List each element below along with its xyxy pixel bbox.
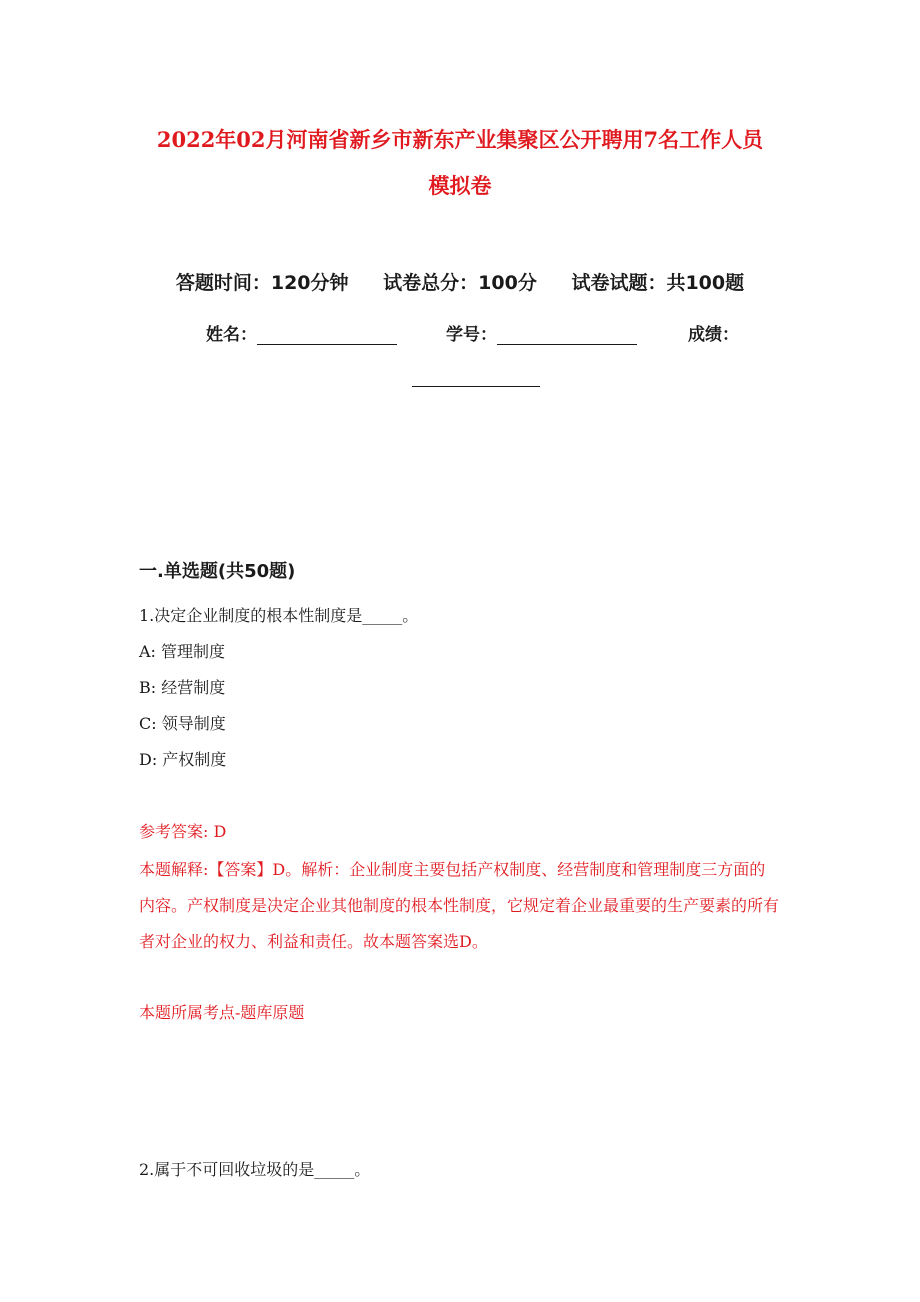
name-field [206,320,397,345]
score-label: 成绩： [688,325,739,345]
option-b: B: 经营制度 [139,678,226,697]
question-stem: 2.属于不可回收垃圾的是_____。 [139,1160,371,1179]
exam-title-line-1: 2022年02月河南省新乡市新东产业集聚区公开聘用7名工作人员 [156,127,764,152]
answer-explanation: 本题解释:【答案】D。解析：企业制度主要包括产权制度、经营制度和管理制度三方面的内容。产权制度是决定企业其他制度的根本性制度，它规定着企业最重要的生产要素的所有者对企业的权力、利益和责任。故本题答案选D。 [139,860,780,951]
exam-info [0,268,920,295]
exam-total-score: 试卷总分：100分 [383,272,537,294]
exam-title-line-2: 模拟卷 [428,173,492,198]
student-id-field [446,320,637,345]
exam-time: 答题时间：120分钟 [175,272,349,294]
exam-question-count: 试卷试题：共100题 [571,272,745,294]
name-label: 姓名： [206,325,257,345]
reference-answer: 参考答案: D [139,822,227,841]
section-title: 一.单选题(共50题) [139,561,296,582]
option-d: D: 产权制度 [139,750,227,769]
name-blank[interactable] [257,328,397,345]
score-blank[interactable] [412,386,540,387]
question-stem: 1.决定企业制度的根本性制度是_____。 [139,606,419,625]
question-topic: 本题所属考点-题库原题 [139,1003,305,1022]
option-c: C: 领导制度 [139,714,226,733]
student-id-blank[interactable] [497,328,637,345]
student-id-label: 学号： [446,325,497,345]
score-field [688,320,739,345]
option-a: A: 管理制度 [139,642,226,661]
